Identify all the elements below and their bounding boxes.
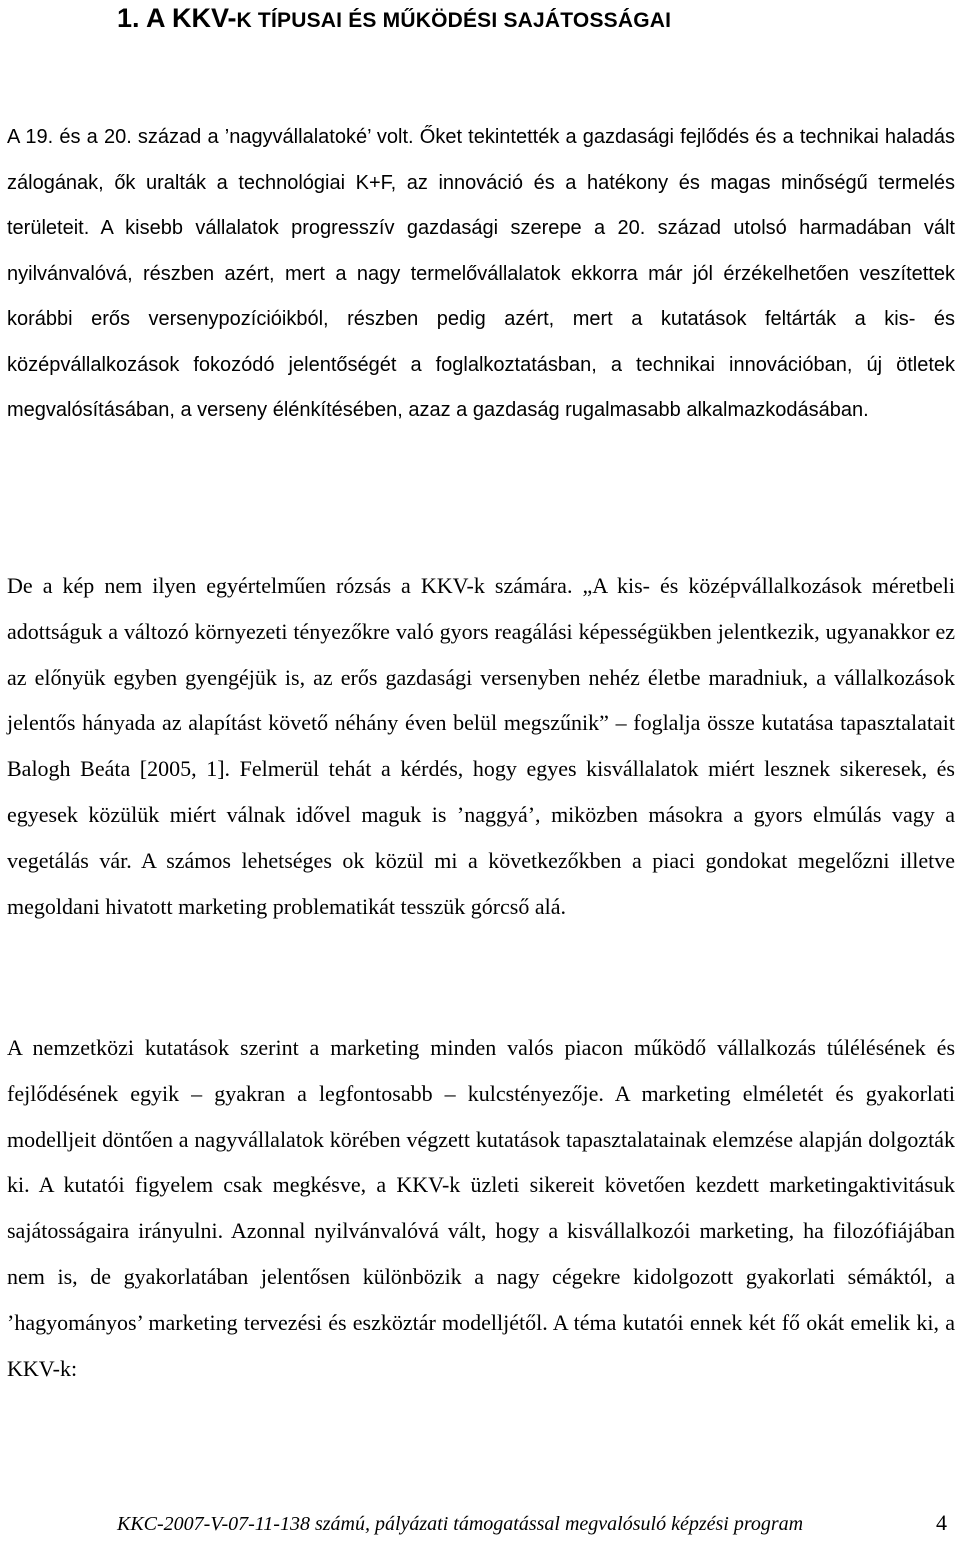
- chapter-heading-number: 1. A KKV-: [117, 3, 237, 33]
- footer-program-text: KKC-2007-V-07-11-138 számú, pályázati támogatással megvalósuló képzési program: [117, 1513, 804, 1535]
- chapter-heading: [117, 2, 917, 37]
- page-number: 4: [936, 1510, 947, 1535]
- paragraph-marketing: A nemzetközi kutatások szerint a marketing minden valós piacon működő vállalkozás túlélésének és fejlődésének egyik – gyakran a legfontosabb – kulcstényezője. A marketing elméletét és gyakorlati modelljeit döntően a nagyvállalatok körében végzett kutatások tapasztalatainak elemzése alapján dolgozták ki. A kutatói figyelem csak megkésve, a KKV-k üzleti sikereit követően kezdett marketingaktivitásuk sajátosságaira irányulni. Azonnal nyilvánvalóvá vált, hogy a kisvállalkozói marketing, ha filozófiájában nem is, de gyakorlatában jelentősen különbözik a nagy cégekre kidolgozott gyakorlati sémáktól, a ’hagyományos’ marketing tervezési és eszköztár modelljétől. A téma kutatói ennek két fő okát emelik ki, a KKV-k:: [7, 1035, 955, 1381]
- chapter-heading-text: K TÍPUSAI ÉS MŰKÖDÉSI SAJÁTOSSÁGAI: [236, 9, 672, 32]
- paragraph-problem: De a kép nem ilyen egyértelműen rózsás a KKV-k számára. „A kis- és középvállalkozások méretbeli adottságuk a változó környezeti tényezőkre való gyors reagálási képességükben jelentkezik, ugyanakkor ez az előnyük egyben gyengéjük is, az erős gazdasági versenyben nehéz életbe maradniuk, a vállalkozások jelentős hányada az alapítást követő néhány éven belül megszűnik” – foglalja össze kutatása tapasztalatait Balogh Beáta [2005, 1]. Felmerül tehát a kérdés, hogy egyes kisvállalatok miért lesznek sikeresek, és egyesek közülük miért válnak idővel maguk is ’naggyá’, miközben másokra a gyors elmúlás vagy a vegetálás vár. A számos lehetséges ok közül mi a következőkben a piaci gondokat megelőzni illetve megoldani hivatott marketing problematikát tesszük górcső alá.: [7, 573, 955, 919]
- paragraph-intro: A 19. és a 20. század a ’nagyvállalatoké’ volt. Őket tekintették a gazdasági fejlődés és a technikai haladás zálogának, ők uralták a technológiai K+F, az innováció és a hatékony és magas minőségű termelés területeit. A kisebb vállalatok progresszív gazdasági szerepe a 20. század utolsó harmadában vált nyilvánvalóvá, részben azért, mert a nagy termelővállalatok ekkorra már jól érzékelhetően veszítettek korábbi erős versenypozícióikból, részben pedig azért, mert a kutatások feltárták a kis- és középvállalkozások fokozódó jelentőségét a foglalkoztatásban, a technikai innovációban, új ötletek megvalósításában, a verseny élénkítésében, azaz a gazdaság rugalmasabb alkalmazkodásában.: [7, 126, 955, 421]
